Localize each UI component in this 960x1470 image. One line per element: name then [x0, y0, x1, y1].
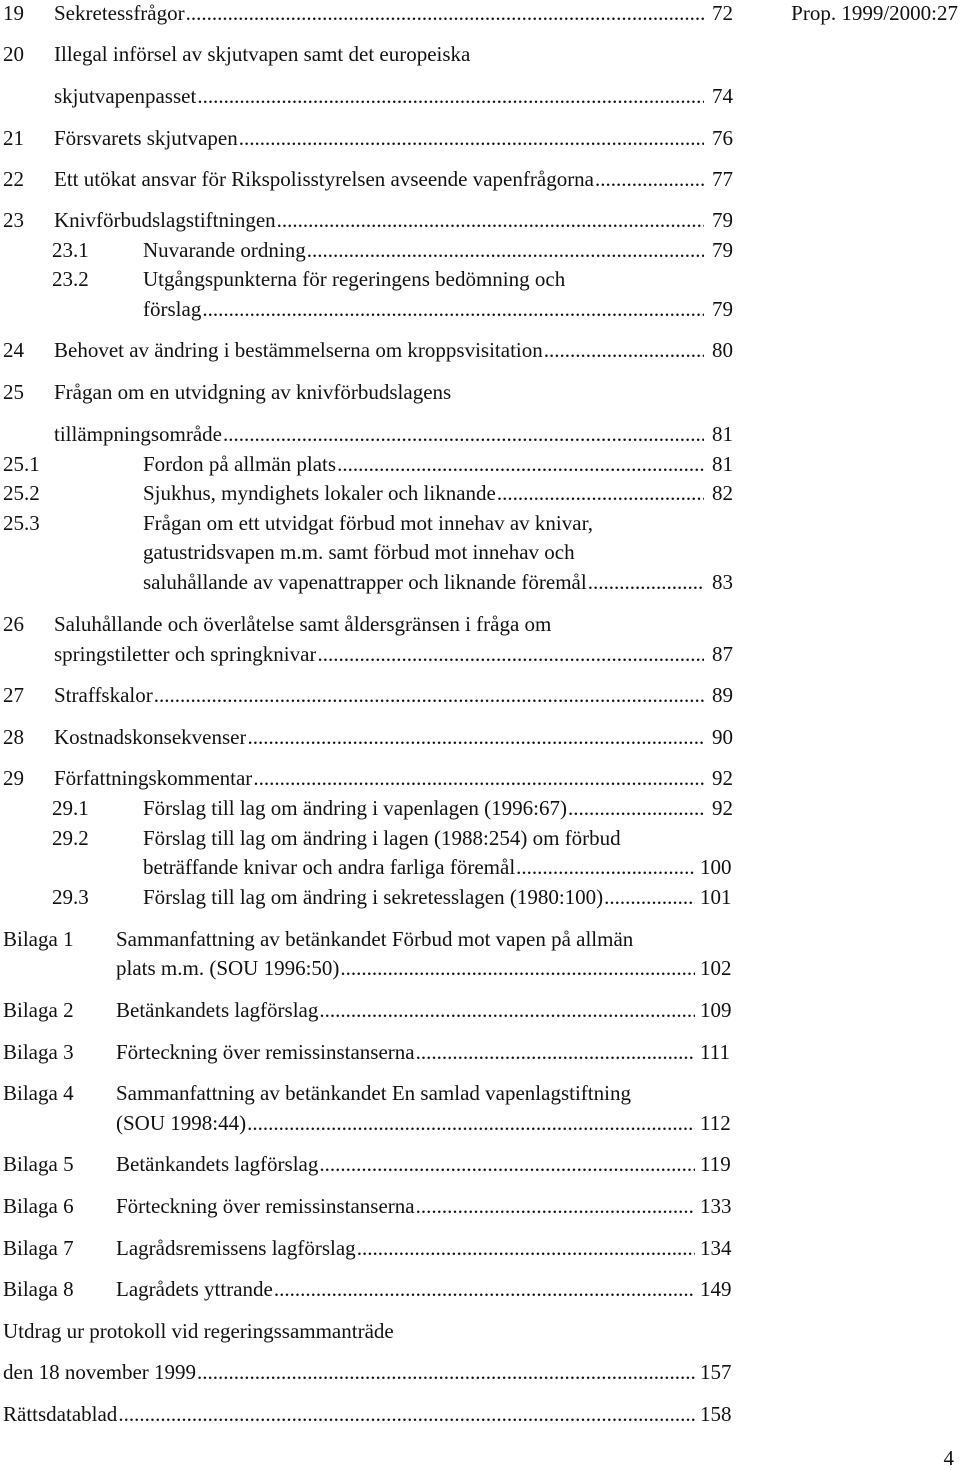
toc-entry-title: Förteckning över remissinstanserna [116, 1040, 415, 1064]
toc-entry [0, 854, 760, 880]
toc-entry-title: skjutvapenpasset [54, 84, 197, 108]
toc-entry [0, 1401, 760, 1427]
toc-entry [0, 926, 760, 952]
toc-leader-dots [202, 296, 704, 322]
toc-entry-title: Ett utökat ansvar för Rikspolisstyrelsen avseende vapenfrågorna [54, 167, 595, 191]
toc-entry-page: 80 [712, 338, 733, 362]
toc-entry-number: 27 [3, 683, 24, 707]
toc-entry-page: 149 [700, 1277, 732, 1301]
toc-entry [0, 0, 760, 26]
toc-leader-dots [416, 1193, 695, 1219]
toc-entry-title: Sekretessfrågor [54, 1, 185, 25]
toc-entry-number: 29.1 [52, 796, 89, 820]
toc-entry-title: Betänkandets lagförslag [116, 1152, 319, 1176]
toc-entry-title: Sjukhus, myndighets lokaler och liknande [143, 481, 496, 505]
toc-entry-number: Bilaga 6 [3, 1194, 74, 1218]
toc-entry-title: Rättsdatablad [3, 1402, 118, 1426]
toc-entry-number: 25 [3, 380, 24, 404]
toc-entry-page: 102 [700, 956, 732, 980]
toc-entry [0, 997, 760, 1023]
toc-entry-number: 23.1 [52, 238, 89, 262]
toc-entry-number: Bilaga 8 [3, 1277, 74, 1301]
toc-entry-page: 92 [712, 766, 733, 790]
toc-leader-dots [154, 682, 704, 708]
toc-entry [0, 1318, 760, 1344]
toc-entry-page: 109 [700, 998, 732, 1022]
toc-leader-dots [186, 0, 704, 26]
toc-leader-dots [247, 1110, 695, 1136]
toc-entry-page: 72 [712, 1, 733, 25]
toc-entry-title: Behovet av ändring i bestämmelserna om kroppsvisitation [54, 338, 543, 362]
toc-leader-dots [337, 451, 704, 477]
toc-entry-page: 79 [712, 238, 733, 262]
toc-entry-page: 79 [712, 297, 733, 321]
toc-entry-number: Bilaga 5 [3, 1152, 74, 1176]
toc-leader-dots [319, 997, 695, 1023]
toc-leader-dots [516, 854, 695, 880]
toc-entry [0, 641, 760, 667]
toc-leader-dots [118, 1401, 695, 1427]
toc-entry-title: (SOU 1998:44) [116, 1111, 247, 1135]
toc-entry [0, 569, 760, 595]
toc-leader-dots [357, 1235, 695, 1261]
toc-leader-dots [317, 641, 704, 667]
toc-entry-page: 79 [712, 208, 733, 232]
toc-entry-number: 20 [3, 42, 24, 66]
toc-entry-title: Fordon på allmän plats [143, 452, 337, 476]
toc-entry-title: saluhållande av vapenattrapper och liknande föremål [143, 570, 587, 594]
toc-entry-title: Sammanfattning av betänkandet En samlad vapenlagstiftning [116, 1081, 631, 1105]
toc-entry-page: 92 [712, 796, 733, 820]
toc-leader-dots [197, 1359, 695, 1385]
toc-entry-number: 28 [3, 725, 24, 749]
toc-entry-number: 25.1 [3, 452, 40, 476]
toc-entry [0, 1080, 760, 1106]
toc-entry-number: Bilaga 1 [3, 927, 74, 951]
toc-entry-title: tillämpningsområde [54, 422, 222, 446]
toc-entry-title: Förslag till lag om ändring i sekretesslagen (1980:100) [143, 885, 604, 909]
toc-entry-number: 25.2 [3, 481, 40, 505]
toc-entry-page: 158 [700, 1402, 732, 1426]
toc-entry-number: 29.2 [52, 826, 89, 850]
toc-leader-dots [595, 166, 704, 192]
toc-entry [0, 724, 760, 750]
toc-entry [0, 166, 760, 192]
toc-leader-dots [197, 83, 704, 109]
toc-entry [0, 884, 760, 910]
toc-entry-page: 89 [712, 683, 733, 707]
toc-entry [0, 125, 760, 151]
toc-entry-title: beträffande knivar och andra farliga föremål [143, 855, 516, 879]
toc-entry-title: Illegal införsel av skjutvapen samt det europeiska [54, 42, 471, 66]
toc-entry-title: Betänkandets lagförslag [116, 998, 319, 1022]
toc-leader-dots [223, 421, 704, 447]
toc-entry [0, 237, 760, 263]
toc-entry-title: Frågan om en utvidgning av knivförbudslagens [54, 380, 452, 404]
toc-leader-dots [588, 569, 704, 595]
toc-entry [0, 1276, 760, 1302]
running-header: Prop. 1999/2000:27 [791, 1, 958, 25]
toc-leader-dots [277, 207, 704, 233]
toc-entry-number: Bilaga 4 [3, 1081, 74, 1105]
toc-leader-dots [497, 480, 704, 506]
toc-entry-title: den 18 november 1999 [3, 1360, 197, 1384]
toc-entry-page: 119 [700, 1152, 731, 1176]
toc-entry-title: Kostnadskonsekvenser [54, 725, 247, 749]
toc-leader-dots [416, 1039, 695, 1065]
toc-entry-title: plats m.m. (SOU 1996:50) [116, 956, 340, 980]
toc-entry-page: 77 [712, 167, 733, 191]
toc-entry [0, 1039, 760, 1065]
toc-entry [0, 1151, 760, 1177]
toc-entry [0, 1359, 760, 1385]
toc-leader-dots [544, 337, 704, 363]
toc-entry [0, 296, 760, 322]
toc-entry-page: 76 [712, 126, 733, 150]
toc-entry-number: 21 [3, 126, 24, 150]
toc-entry-number: 24 [3, 338, 24, 362]
toc-entry-title: Författningskommentar [54, 766, 253, 790]
toc-entry-number: 23 [3, 208, 24, 232]
toc-entry-number: 29 [3, 766, 24, 790]
toc-entry-number: 19 [3, 1, 24, 25]
toc-entry [0, 83, 760, 109]
toc-entry-number: 29.3 [52, 885, 89, 909]
toc-leader-dots [604, 884, 695, 910]
toc-entry-number: 25.3 [3, 511, 40, 535]
toc-entry-page: 101 [700, 885, 732, 909]
toc-entry [0, 41, 760, 67]
toc-entry-page: 157 [700, 1360, 732, 1384]
toc-entry-number: Bilaga 2 [3, 998, 74, 1022]
toc-leader-dots [253, 765, 704, 791]
toc-entry [0, 451, 760, 477]
toc-entry [0, 480, 760, 506]
toc-entry [0, 795, 760, 821]
toc-entry-page: 74 [712, 84, 733, 108]
toc-entry-title: Sammanfattning av betänkandet Förbud mot vapen på allmän [116, 927, 634, 951]
toc-entry-title: Frågan om ett utvidgat förbud mot innehav av knivar, [143, 511, 593, 535]
toc-entry-title: gatustridsvapen m.m. samt förbud mot innehav och [143, 540, 575, 564]
toc-entry-page: 81 [712, 422, 733, 446]
toc-entry-title: förslag [143, 297, 202, 321]
toc-entry [0, 510, 760, 536]
toc-entry-page: 134 [700, 1236, 732, 1260]
toc-entry-number: 22 [3, 167, 24, 191]
toc-entry-number: 26 [3, 612, 24, 636]
toc-entry-page: 112 [700, 1111, 731, 1135]
toc-entry-page: 82 [712, 481, 733, 505]
toc-leader-dots [307, 237, 704, 263]
toc-entry [0, 379, 760, 405]
toc-entry-title: Förslag till lag om ändring i vapenlagen (1996:67) [143, 796, 567, 820]
toc-entry-title: Förteckning över remissinstanserna [116, 1194, 415, 1218]
toc-entry-title: Lagrådets yttrande [116, 1277, 273, 1301]
toc-entry-page: 87 [712, 642, 733, 666]
toc-entry [0, 1110, 760, 1136]
toc-entry-title: Saluhållande och överlåtelse samt åldersgränsen i fråga om [54, 612, 552, 636]
toc-entry-number: 23.2 [52, 267, 89, 291]
toc-entry [0, 266, 760, 292]
toc-entry [0, 207, 760, 233]
toc-entry-page: 111 [700, 1040, 730, 1064]
toc-entry [0, 825, 760, 851]
toc-entry-title: springstiletter och springknivar [54, 642, 317, 666]
toc-leader-dots [274, 1276, 695, 1302]
toc-entry-number: Bilaga 7 [3, 1236, 74, 1260]
toc-entry-title: Knivförbudslagstiftningen [54, 208, 276, 232]
toc-entry-title: Förslag till lag om ändring i lagen (1988:254) om förbud [143, 826, 621, 850]
toc-entry-title: Försvarets skjutvapen [54, 126, 238, 150]
toc-entry [0, 682, 760, 708]
toc-entry-title: Utdrag ur protokoll vid regeringssammanträde [3, 1319, 394, 1343]
toc-entry-title: Lagrådsremissens lagförslag [116, 1236, 356, 1260]
toc-entry-title: Straffskalor [54, 683, 153, 707]
toc-leader-dots [568, 795, 704, 821]
toc-entry-page: 100 [700, 855, 732, 879]
toc-entry-page: 83 [712, 570, 733, 594]
toc-leader-dots [319, 1151, 695, 1177]
toc-entry-page: 133 [700, 1194, 732, 1218]
toc-entry-page: 90 [712, 725, 733, 749]
toc-leader-dots [247, 724, 704, 750]
toc-entry-title: Nuvarande ordning [143, 238, 306, 262]
page-number: 4 [943, 1446, 954, 1470]
toc-entry [0, 1235, 760, 1261]
toc-entry [0, 1193, 760, 1219]
toc-entry [0, 955, 760, 981]
toc-entry [0, 337, 760, 363]
toc-entry [0, 421, 760, 447]
toc-entry-title: Utgångspunkterna för regeringens bedömning och [143, 267, 566, 291]
toc-entry-number: Bilaga 3 [3, 1040, 74, 1064]
toc-entry [0, 765, 760, 791]
toc-leader-dots [340, 955, 695, 981]
toc-entry [0, 611, 760, 637]
toc-leader-dots [239, 125, 704, 151]
toc-entry [0, 539, 760, 565]
toc-entry-page: 81 [712, 452, 733, 476]
